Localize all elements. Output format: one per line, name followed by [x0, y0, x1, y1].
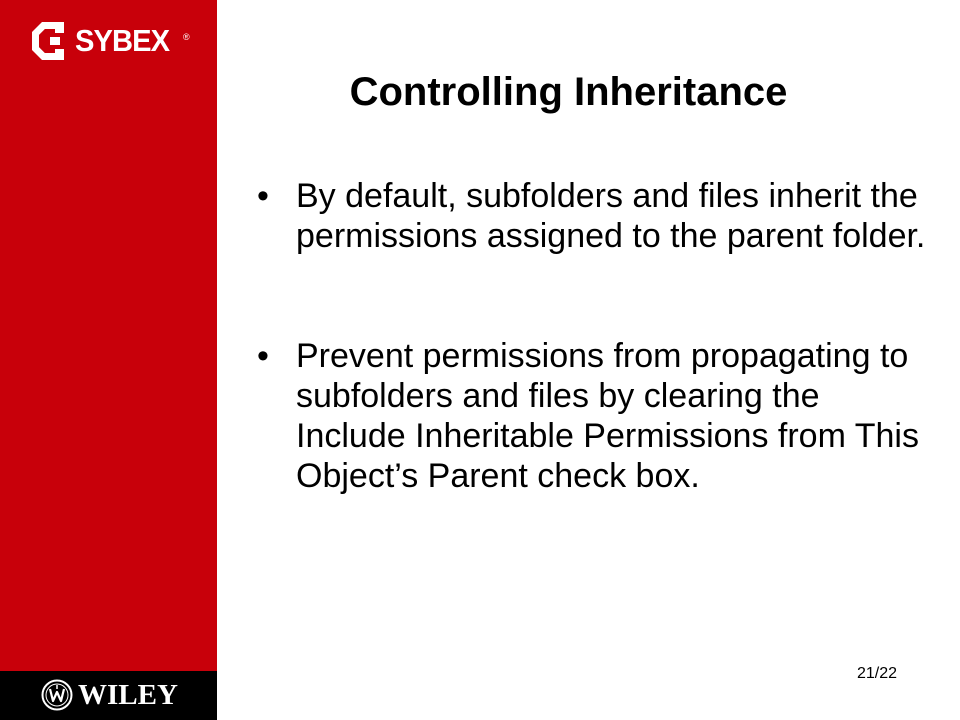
registered-mark: ® — [183, 32, 190, 42]
page-number: 21/22 — [857, 665, 898, 682]
bullet-marker: • — [257, 177, 269, 215]
bullet-text: By default, subfolders and files inherit the permissions assigned to the parent folder. — [296, 177, 926, 255]
sybex-logo-text: SYBEX — [75, 23, 170, 58]
bullet-marker: • — [257, 337, 269, 375]
bullet-list — [255, 176, 935, 496]
sybex-logo — [31, 20, 191, 62]
wiley-logo-text: WILEY — [78, 679, 178, 711]
bullet-item — [255, 336, 935, 496]
bullet-item — [255, 176, 935, 256]
wiley-seal-icon — [41, 679, 73, 711]
sybex-hexagon-icon — [31, 20, 71, 62]
wiley-logo — [41, 678, 181, 712]
slide-title: Controlling Inheritance — [349, 70, 788, 114]
sidebar — [0, 0, 217, 720]
bullet-text: Prevent permissions from propagating to subfolders and files by clearing the Include Inheritable Permissions from This Object’s Parent check box. — [296, 337, 919, 495]
